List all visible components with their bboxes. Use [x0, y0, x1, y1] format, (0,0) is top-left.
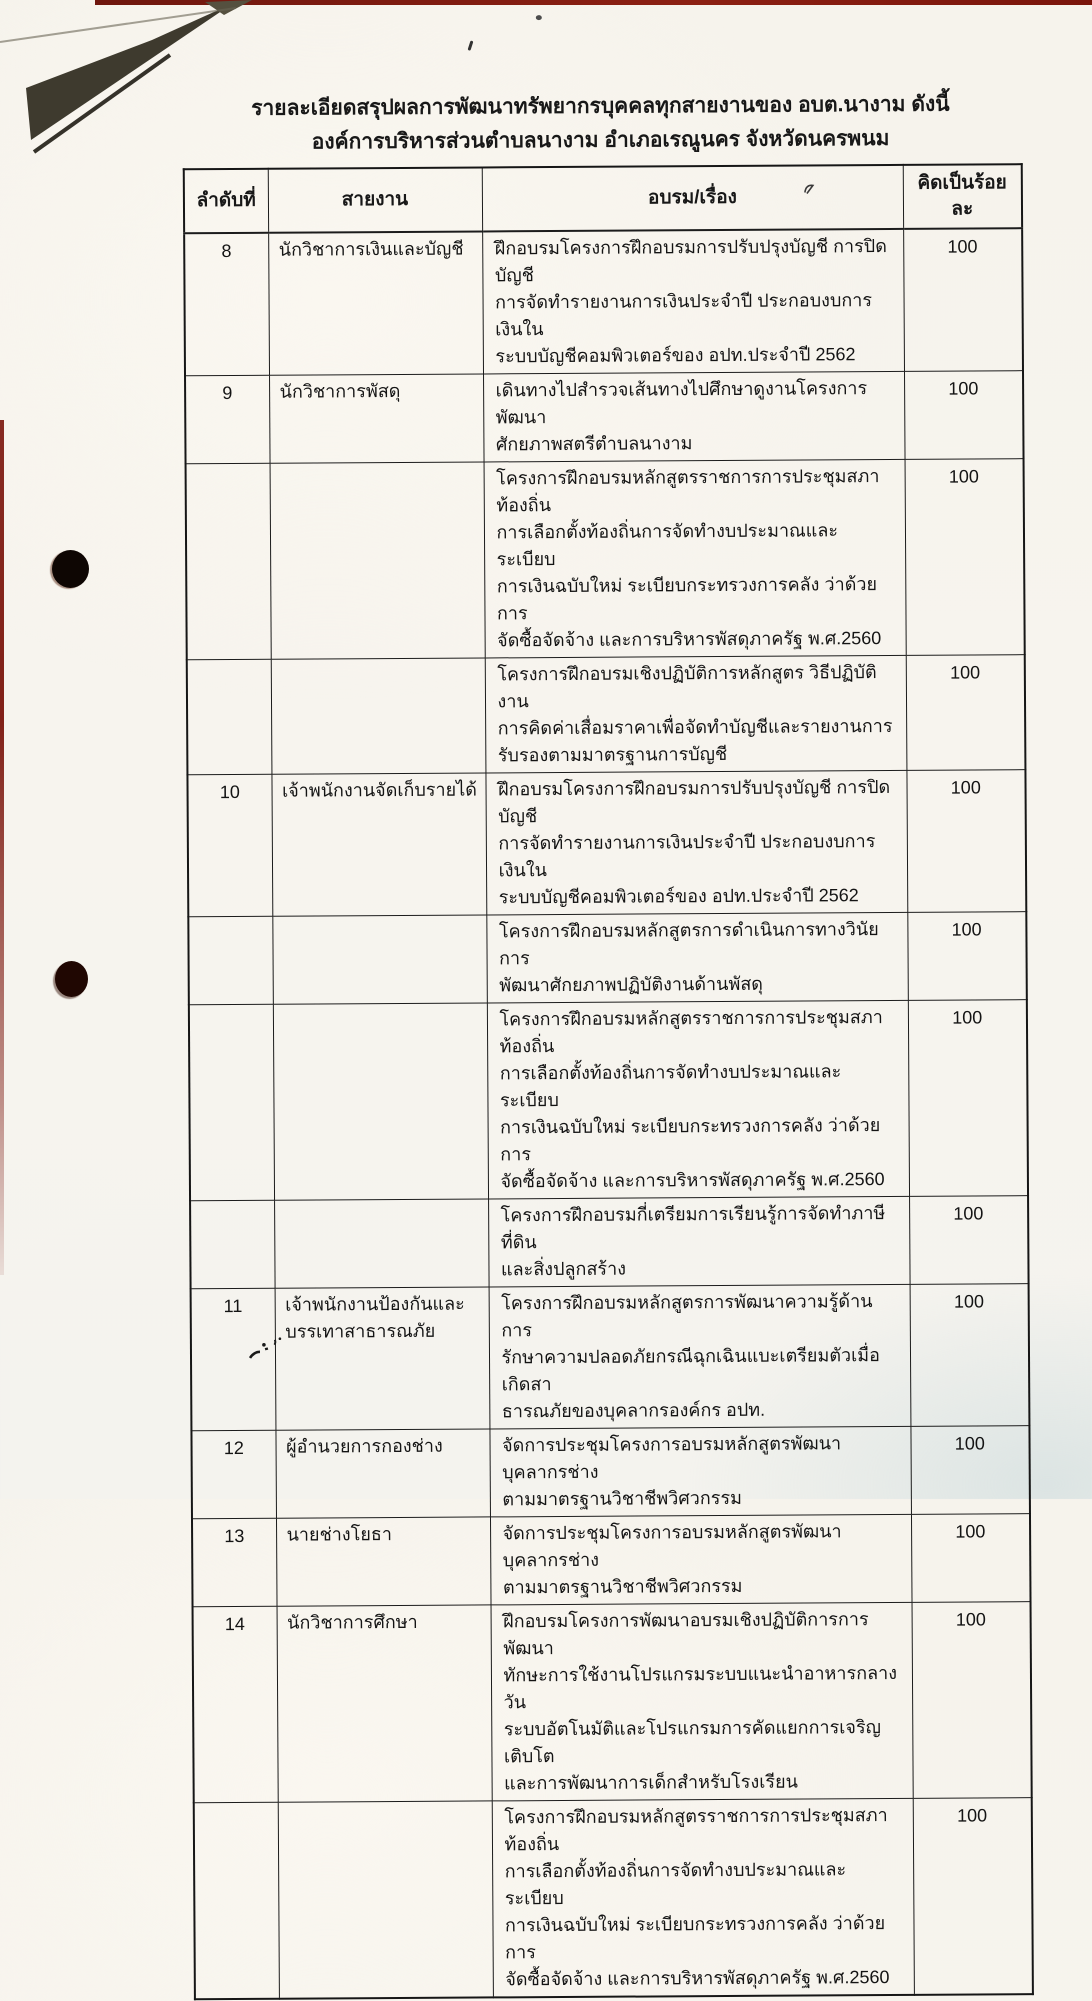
table-header: [184, 164, 1022, 233]
ink-speck-apostrophe: [468, 40, 473, 50]
position-cell: [274, 1199, 489, 1288]
percent-cell: 100: [910, 1426, 1030, 1515]
header-position: สายงาน: [268, 167, 482, 232]
position-cell: ผู้อำนวยการกองช่าง: [275, 1429, 490, 1518]
row-number-cell: 12: [191, 1430, 276, 1519]
training-cell: โครงการฝึกอบรมกี่เตรียมการเรียนรู้การจัดทำภาษีที่ดิน และสิ่งปลูกสร้าง: [488, 1196, 910, 1287]
table-row: [190, 1196, 1029, 1289]
ink-squiggle-mark: [244, 1332, 294, 1366]
percent-cell: 100: [909, 1196, 1029, 1285]
punch-hole-top: [52, 550, 89, 588]
row-number-cell: 13: [192, 1518, 277, 1607]
document-title: [182, 87, 1018, 160]
percent-cell: 100: [906, 655, 1026, 771]
table-row: [193, 1602, 1032, 1803]
position-cell: นักวิชาการเงินและบัญชี: [268, 231, 483, 375]
percent-cell: 100: [911, 1514, 1031, 1603]
training-cell: จัดการประชุมโครงการอบรมหลักสูตรพัฒนาบุคลากรช่าง ตามมาตรฐานวิชาชีพวิศวกรรม: [489, 1426, 911, 1517]
table-row: [186, 459, 1025, 660]
training-cell: ฝึกอบรมโครงการพัฒนาอบรมเชิงปฏิบัติการการพัฒนา ทักษะการใช้งานโปรแกรมระบบแนะนำอาหารกลางวัน ระบบอัตโนมัติและโปรแกรมการคัดแยกการเจริญเติบโต และการพัฒนาการเด็กสำหรับโรงเรียน: [491, 1602, 913, 1801]
table-row: [192, 1514, 1031, 1607]
header-training: อบรม/เรื่อง: [482, 165, 903, 232]
table-row: [191, 1284, 1030, 1431]
row-number-cell: [190, 1200, 275, 1289]
percent-cell: 100: [910, 1284, 1030, 1427]
table-row: [187, 770, 1026, 917]
training-summary-table: [183, 163, 1034, 2000]
ink-speck-dot: [536, 15, 542, 20]
row-number-cell: [187, 659, 272, 775]
position-cell: [271, 658, 486, 774]
position-cell: [273, 1003, 488, 1200]
row-number-cell: [188, 916, 273, 1005]
table-row: [184, 228, 1023, 376]
position-cell: นักวิชาการพัสดุ: [269, 374, 484, 463]
training-cell: โครงการฝึกอบรมหลักสูตรราชการการประชุมสภาท้องถิ่น การเลือกตั้งท้องถิ่นการจัดทำงบประมาณและระเบียบ การเงินฉบับใหม่ ระเบียบกระทรวงการคลัง ว่าด้วยการ จัดซื้อจัดจ้าง และการบริหารพัสดุภาครัฐ พ.ศ.2560: [487, 1000, 909, 1199]
percent-cell: 100: [904, 371, 1024, 460]
percent-cell: 100: [908, 1000, 1028, 1197]
training-cell: โครงการฝึกอบรมเชิงปฏิบัติการหลักสูตร วิธีปฏิบัติงาน การคิดค่าเสื่อมราคาเพื่อจัดทำบัญชีและรายงานการ รับรองตามมาตรฐานการบัญชี: [485, 655, 907, 773]
table-row: [189, 1000, 1028, 1201]
table-row: [187, 655, 1026, 775]
title-line-2: องค์การบริหารส่วนตำบลนางาม อำเภอเรณูนคร จังหวัดนครพนม: [311, 126, 890, 154]
row-number-cell: 10: [187, 774, 272, 917]
table-row: [194, 1798, 1033, 2000]
percent-cell: 100: [903, 228, 1023, 371]
position-cell: เจ้าพนักงานจัดเก็บรายได้: [271, 773, 486, 916]
punch-hole-bottom: [55, 961, 88, 997]
row-number-cell: 8: [184, 233, 269, 376]
position-cell: [278, 1801, 493, 1999]
position-cell: [272, 915, 487, 1004]
training-table-body: [184, 228, 1033, 1999]
training-cell: โครงการฝึกอบรมหลักสูตรการดำเนินการทางวินัยการ พัฒนาศักยภาพปฏิบัติงานด้านพัสดุ: [486, 912, 908, 1003]
position-cell: [270, 462, 485, 659]
percent-cell: 100: [906, 770, 1026, 913]
table-header-row: [184, 164, 1022, 233]
header-sequence: ลำดับที่: [184, 169, 268, 234]
table-row: [185, 371, 1024, 464]
percent-cell: 100: [907, 912, 1027, 1001]
training-cell: ฝึกอบรมโครงการฝึกอบรมการปรับปรุงบัญชี การปิดบัญชี การจัดทำรายงานการเงินประจำปี ประกอบงบการเงินใน ระบบบัญชีคอมพิวเตอร์ของ อปท.ประจำปี 2562: [482, 229, 904, 374]
title-line-1: รายละเอียดสรุปผลการพัฒนาทรัพยากรบุคคลทุกสายงานของ อบต.นางาม ดังนี้: [251, 92, 950, 120]
row-number-cell: 11: [191, 1288, 276, 1431]
training-cell: เดินทางไปสำรวจเส้นทางไปศึกษาดูงานโครงการพัฒนา ศักยภาพสตรีตำบลนางาม: [483, 371, 905, 462]
scan-edge-left: [0, 420, 4, 1275]
row-number-cell: 9: [185, 375, 270, 464]
training-cell: ฝึกอบรมโครงการฝึกอบรมการปรับปรุงบัญชี การปิดบัญชี การจัดทำรายงานการเงินประจำปี ประกอบงบการเงินใน ระบบบัญชีคอมพิวเตอร์ของ อปท.ประจำปี 2562: [485, 770, 907, 915]
row-number-cell: [189, 1004, 274, 1201]
training-cell: โครงการฝึกอบรมหลักสูตรการพัฒนาความรู้ด้านการ รักษาความปลอดภัยกรณีฉุกเฉินแบะเตรียมตัวเมื่อเกิดสา ธารณภัยของบุคลากรองค์กร อปท.: [489, 1284, 911, 1429]
position-cell: เจ้าพนักงานป้องกันและ บรรเทาสาธารณภัย: [275, 1287, 490, 1430]
percent-cell: 100: [912, 1602, 1032, 1799]
header-percent: คิดเป็นร้อยละ: [903, 164, 1022, 229]
percent-cell: 100: [913, 1798, 1033, 1995]
training-cell: โครงการฝึกอบรมหลักสูตรราชการการประชุมสภาท้องถิ่น การเลือกตั้งท้องถิ่นการจัดทำงบประมาณและระเบียบ การเงินฉบับใหม่ ระเบียบกระทรวงการคลัง ว่าด้วยการ จัดซื้อจัดจ้าง และการบริหารพัสดุภาครัฐ พ.ศ.2560: [492, 1798, 914, 1997]
pen-tick-mark: [803, 180, 819, 196]
row-number-cell: 14: [193, 1606, 278, 1803]
percent-cell: 100: [905, 459, 1025, 656]
row-number-cell: [186, 463, 271, 660]
row-number-cell: [194, 1802, 279, 1999]
training-cell: โครงการฝึกอบรมหลักสูตรราชการการประชุมสภาท้องถิ่น การเลือกตั้งท้องถิ่นการจัดทำงบประมาณและระเบียบ การเงินฉบับใหม่ ระเบียบกระทรวงการคลัง ว่าด้วยการ จัดซื้อจัดจ้าง และการบริหารพัสดุภาครัฐ พ.ศ.2560: [484, 459, 906, 658]
training-cell: จัดการประชุมโครงการอบรมหลักสูตรพัฒนาบุคลากรช่าง ตามมาตรฐานวิชาชีพวิศวกรรม: [490, 1514, 912, 1605]
position-cell: นายช่างโยธา: [276, 1517, 491, 1606]
table-row: [191, 1426, 1030, 1519]
position-cell: นักวิชาการศึกษา: [277, 1605, 492, 1802]
table-row: [188, 912, 1027, 1005]
